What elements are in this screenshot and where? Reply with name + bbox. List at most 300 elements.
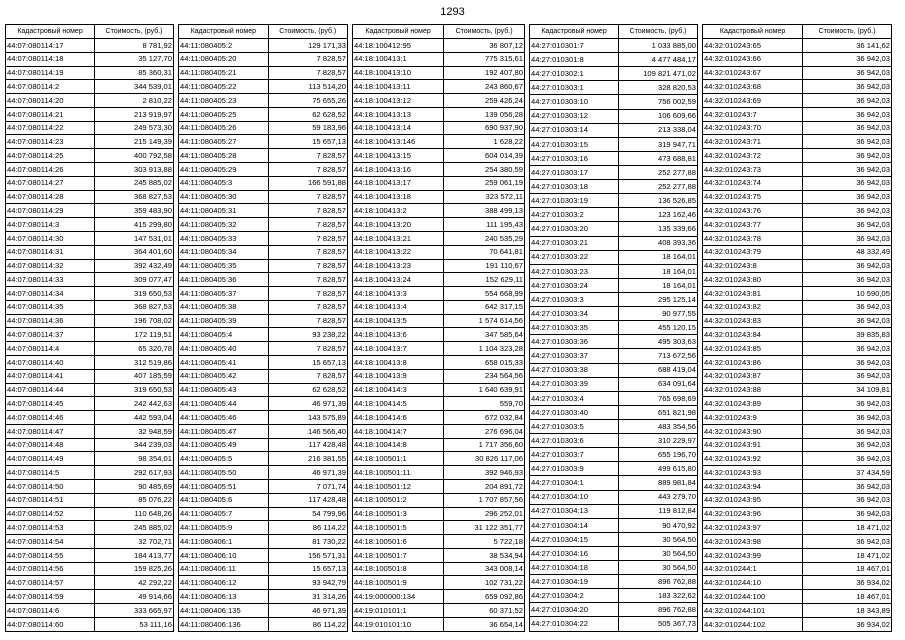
cadastral-number: 44:07:080114:20 xyxy=(6,94,95,108)
cost-value: 765 698,69 xyxy=(619,391,698,405)
table-row xyxy=(6,548,174,562)
cost-value: 62 628,52 xyxy=(268,383,347,397)
table-row xyxy=(530,490,698,504)
cost-value: 36 942,03 xyxy=(803,493,892,507)
cost-value: 18 164,01 xyxy=(619,278,698,292)
cost-value: 18 467,01 xyxy=(803,562,892,576)
cost-value: 344 239,03 xyxy=(95,438,174,452)
cadastral-number: 44:27:010303:21 xyxy=(530,236,619,250)
cadastral-number: 44:18:100414:7 xyxy=(353,424,444,438)
table-row xyxy=(6,231,174,245)
cadastral-number: 44:11:080405:20 xyxy=(179,52,269,66)
cost-value: 36 942,03 xyxy=(803,411,892,425)
cost-value: 243 860,67 xyxy=(444,80,525,94)
cadastral-number: 44:07:080114:41 xyxy=(6,369,95,383)
cadastral-number: 44:18:100414:5 xyxy=(353,397,444,411)
cadastral-number: 44:07:080114:55 xyxy=(6,548,95,562)
cost-value: 81 730,22 xyxy=(268,535,347,549)
cost-value: 896 762,88 xyxy=(619,603,698,617)
table-row xyxy=(179,507,348,521)
cadastral-number: 44:11:080405:38 xyxy=(179,300,269,314)
table-row xyxy=(530,278,698,292)
cost-value: 90 485,69 xyxy=(95,480,174,494)
cost-value: 30 564,50 xyxy=(619,546,698,560)
cost-value: 252 277,88 xyxy=(619,165,698,179)
table-row xyxy=(703,480,892,494)
cost-value: 7 071,74 xyxy=(268,480,347,494)
cadastral-number: 44:07:080114:22 xyxy=(6,121,95,135)
cadastral-number: 44:07:080114:21 xyxy=(6,107,95,121)
table-row xyxy=(6,80,174,94)
table-row xyxy=(353,273,525,287)
table-row xyxy=(353,287,525,301)
table-row xyxy=(530,151,698,165)
cost-value: 896 762,88 xyxy=(619,575,698,589)
cadastral-number: 44:18:100413:12 xyxy=(353,94,444,108)
cadastral-number: 44:07:080114:53 xyxy=(6,521,95,535)
cadastral-number: 44:11:080405:6 xyxy=(179,493,269,507)
table-row xyxy=(179,535,348,549)
cadastral-number: 44:07:080114:23 xyxy=(6,135,95,149)
header-cadastral: Кадастровый номер xyxy=(353,25,444,39)
table-row xyxy=(703,535,892,549)
table-row xyxy=(530,504,698,518)
cost-value: 651 821,98 xyxy=(619,405,698,419)
table-row xyxy=(703,617,892,631)
cost-value: 347 585,64 xyxy=(444,328,525,342)
table-row xyxy=(6,204,174,218)
cadastral-number: 44:32:010243:92 xyxy=(703,452,803,466)
cost-value: 30 826 117,06 xyxy=(444,452,525,466)
cost-value: 249 573,30 xyxy=(95,121,174,135)
cadastral-number: 44:18:100413:20 xyxy=(353,218,444,232)
cost-value: 672 032,84 xyxy=(444,411,525,425)
cost-value: 36 942,03 xyxy=(803,66,892,80)
cadastral-number: 44:32:010243:98 xyxy=(703,535,803,549)
cadastral-number: 44:27:010304:19 xyxy=(530,575,619,589)
cost-value: 36 942,03 xyxy=(803,424,892,438)
cadastral-number: 44:27:010303:23 xyxy=(530,264,619,278)
table-row xyxy=(703,176,892,190)
cadastral-number: 44:18:100413:22 xyxy=(353,245,444,259)
cost-value: 36 942,03 xyxy=(803,355,892,369)
cost-value: 15 657,13 xyxy=(268,355,347,369)
cadastral-number: 44:32:010243:96 xyxy=(703,507,803,521)
cadastral-number: 44:27:010303:10 xyxy=(530,95,619,109)
cadastral-number: 44:27:010301:7 xyxy=(530,39,619,53)
cadastral-number: 44:19:010101:1 xyxy=(353,604,444,618)
table-row xyxy=(530,137,698,151)
table-row xyxy=(179,176,348,190)
table-row xyxy=(179,204,348,218)
cadastral-number: 44:11:080406:11 xyxy=(179,562,269,576)
cost-value: 93 942,79 xyxy=(268,576,347,590)
cadastral-number: 44:07:080114:35 xyxy=(6,300,95,314)
table-row xyxy=(530,109,698,123)
header-cadastral: Кадастровый номер xyxy=(179,25,269,39)
cadastral-number: 44:11:080406:136 xyxy=(179,617,269,631)
cost-value: 65 320,78 xyxy=(95,342,174,356)
cadastral-number: 44:07:080114:54 xyxy=(6,535,95,549)
cadastral-number: 44:32:010243:78 xyxy=(703,231,803,245)
cadastral-number: 44:18:100413:11 xyxy=(353,80,444,94)
cost-value: 183 322,62 xyxy=(619,589,698,603)
cadastral-number: 44:27:010303:40 xyxy=(530,405,619,419)
cadastral-number: 44:11:080405:22 xyxy=(179,80,269,94)
cost-value: 36 942,03 xyxy=(803,369,892,383)
table-row xyxy=(530,575,698,589)
cadastral-number: 44:32:010243:77 xyxy=(703,218,803,232)
table-row xyxy=(703,52,892,66)
cost-value: 7 828,57 xyxy=(268,273,347,287)
table-row xyxy=(179,328,348,342)
cost-value: 159 825,26 xyxy=(95,562,174,576)
cost-value: 156 571,31 xyxy=(268,548,347,562)
cadastral-number: 44:11:080405:40 xyxy=(179,342,269,356)
cadastral-number: 44:27:010303:36 xyxy=(530,335,619,349)
table-row xyxy=(703,300,892,314)
table-row xyxy=(530,476,698,490)
cadastral-number: 44:18:100412:95 xyxy=(353,39,444,53)
table-row xyxy=(703,259,892,273)
cadastral-number: 44:32:010243:71 xyxy=(703,135,803,149)
cadastral-number: 44:27:010303:19 xyxy=(530,194,619,208)
cost-value: 36 942,03 xyxy=(803,94,892,108)
cadastral-number: 44:11:080405:9 xyxy=(179,521,269,535)
table-row xyxy=(6,452,174,466)
cost-value: 36 934,02 xyxy=(803,617,892,631)
table-row xyxy=(6,369,174,383)
cadastral-number: 44:07:080114:29 xyxy=(6,204,95,218)
cost-value: 323 572,11 xyxy=(444,190,525,204)
cadastral-number: 44:07:080114:48 xyxy=(6,438,95,452)
cadastral-number: 44:27:010304:15 xyxy=(530,532,619,546)
cadastral-number: 44:18:100413:2 xyxy=(353,204,444,218)
cost-value: 443 279,70 xyxy=(619,490,698,504)
table-row xyxy=(179,480,348,494)
cost-value: 46 971,39 xyxy=(268,604,347,618)
cadastral-number: 44:07:080114:3 xyxy=(6,218,95,232)
cadastral-number: 44:07:080114:27 xyxy=(6,176,95,190)
table-row xyxy=(179,383,348,397)
table-row xyxy=(179,259,348,273)
cadastral-number: 44:11:080405:46 xyxy=(179,411,269,425)
cost-table-1 xyxy=(5,24,174,632)
cadastral-number: 44:11:080405:29 xyxy=(179,163,269,177)
table-row xyxy=(6,562,174,576)
cadastral-number: 44:27:010304:1 xyxy=(530,476,619,490)
cadastral-number: 44:07:080114:19 xyxy=(6,66,95,80)
cost-value: 36 942,03 xyxy=(803,342,892,356)
cost-value: 276 696,04 xyxy=(444,424,525,438)
cadastral-number: 44:11:080405:7 xyxy=(179,507,269,521)
cost-value: 196 708,02 xyxy=(95,314,174,328)
cadastral-number: 44:11:080405:3 xyxy=(179,176,269,190)
cost-value: 90 977,55 xyxy=(619,307,698,321)
cost-value: 36 942,03 xyxy=(803,190,892,204)
cost-value: 36 942,03 xyxy=(803,176,892,190)
cadastral-number: 44:27:010303:6 xyxy=(530,434,619,448)
cost-value: 15 657,13 xyxy=(268,562,347,576)
cadastral-number: 44:32:010243:90 xyxy=(703,424,803,438)
cadastral-number: 44:07:080114:18 xyxy=(6,52,95,66)
table-row xyxy=(6,176,174,190)
header-cost: Стоимость, (руб.) xyxy=(619,25,698,39)
cost-value: 90 470,92 xyxy=(619,518,698,532)
table-row xyxy=(353,507,525,521)
table-row xyxy=(703,383,892,397)
cost-value: 37 434,59 xyxy=(803,466,892,480)
table-row xyxy=(703,604,892,618)
table-row xyxy=(353,66,525,80)
cost-value: 319 947,71 xyxy=(619,137,698,151)
table-row xyxy=(353,452,525,466)
cost-value: 204 891,72 xyxy=(444,480,525,494)
cadastral-number: 44:27:010304:10 xyxy=(530,490,619,504)
cadastral-number: 44:07:080114:17 xyxy=(6,39,95,53)
cadastral-number: 44:32:010243:73 xyxy=(703,163,803,177)
table-row xyxy=(353,190,525,204)
table-row xyxy=(353,52,525,66)
cost-value: 62 628,52 xyxy=(268,107,347,121)
table-row xyxy=(179,273,348,287)
cost-value: 36 942,03 xyxy=(803,149,892,163)
cost-value: 49 914,66 xyxy=(95,590,174,604)
cost-value: 495 303,63 xyxy=(619,335,698,349)
cost-value: 117 428,48 xyxy=(268,438,347,452)
table-row xyxy=(530,194,698,208)
table-row xyxy=(530,603,698,617)
cost-value: 34 109,81 xyxy=(803,383,892,397)
table-row xyxy=(530,419,698,433)
cost-value: 109 821 471,02 xyxy=(619,67,698,81)
table-row xyxy=(179,135,348,149)
table-row xyxy=(530,53,698,67)
cadastral-number: 44:27:010303:20 xyxy=(530,222,619,236)
cost-value: 85 076,22 xyxy=(95,493,174,507)
cadastral-number: 44:11:080405:32 xyxy=(179,218,269,232)
cost-value: 36 942,03 xyxy=(803,259,892,273)
cost-value: 93 238,22 xyxy=(268,328,347,342)
table-row xyxy=(6,218,174,232)
table-row xyxy=(703,411,892,425)
cadastral-number: 44:18:100413:24 xyxy=(353,273,444,287)
cadastral-number: 44:27:010303:35 xyxy=(530,321,619,335)
table-row xyxy=(6,66,174,80)
cadastral-number: 44:07:080114:34 xyxy=(6,287,95,301)
table-row xyxy=(353,121,525,135)
table-row xyxy=(530,546,698,560)
cost-value: 2 810,22 xyxy=(95,94,174,108)
table-row xyxy=(353,204,525,218)
cadastral-number: 44:32:010243:72 xyxy=(703,149,803,163)
table-row xyxy=(530,95,698,109)
table-row xyxy=(530,335,698,349)
cadastral-number: 44:27:010303:15 xyxy=(530,137,619,151)
cost-value: 42 292,22 xyxy=(95,576,174,590)
cadastral-number: 44:32:010243:84 xyxy=(703,328,803,342)
cost-value: 36 942,03 xyxy=(803,300,892,314)
cost-value: 604 014,39 xyxy=(444,149,525,163)
cost-value: 36 942,03 xyxy=(803,80,892,94)
cost-value: 119 812,84 xyxy=(619,504,698,518)
cadastral-number: 44:07:080114:60 xyxy=(6,617,95,631)
table-row xyxy=(530,462,698,476)
table-row xyxy=(353,176,525,190)
cost-value: 36 141,62 xyxy=(803,39,892,53)
table-row xyxy=(353,369,525,383)
cadastral-number: 44:32:010243:85 xyxy=(703,342,803,356)
cadastral-number: 44:18:100501:3 xyxy=(353,507,444,521)
cadastral-number: 44:11:080406:12 xyxy=(179,576,269,590)
cost-value: 36 942,03 xyxy=(803,314,892,328)
table-row xyxy=(530,39,698,53)
table-row xyxy=(179,245,348,259)
cadastral-number: 44:07:080114:51 xyxy=(6,493,95,507)
table-row xyxy=(703,590,892,604)
table-row xyxy=(179,314,348,328)
cost-value: 392 946,93 xyxy=(444,466,525,480)
table-row xyxy=(179,576,348,590)
cadastral-number: 44:07:080114:37 xyxy=(6,328,95,342)
cadastral-number: 44:07:080114:30 xyxy=(6,231,95,245)
table-row xyxy=(703,231,892,245)
cost-value: 136 526,85 xyxy=(619,194,698,208)
cost-value: 35 127,70 xyxy=(95,52,174,66)
cadastral-number: 44:11:080405:50 xyxy=(179,466,269,480)
table-row xyxy=(179,287,348,301)
cost-value: 1 717 356,60 xyxy=(444,438,525,452)
cadastral-number: 44:19:000000:134 xyxy=(353,590,444,604)
cost-value: 7 828,57 xyxy=(268,204,347,218)
cost-value: 7 828,57 xyxy=(268,149,347,163)
table-row xyxy=(703,576,892,590)
cost-value: 36 942,03 xyxy=(803,231,892,245)
table-row xyxy=(179,604,348,618)
table-row xyxy=(6,245,174,259)
cadastral-number: 44:32:010243:89 xyxy=(703,397,803,411)
cadastral-number: 44:11:080405:2 xyxy=(179,39,269,53)
cost-value: 53 111,16 xyxy=(95,617,174,631)
table-row xyxy=(353,328,525,342)
table-row xyxy=(6,424,174,438)
table-row xyxy=(179,218,348,232)
table-row xyxy=(353,94,525,108)
cadastral-number: 44:11:080405:39 xyxy=(179,314,269,328)
cost-value: 333 665,97 xyxy=(95,604,174,618)
cadastral-number: 44:18:100414:3 xyxy=(353,383,444,397)
cadastral-number: 44:18:100413:6 xyxy=(353,328,444,342)
table-row xyxy=(703,39,892,53)
table-row xyxy=(179,369,348,383)
cadastral-number: 44:18:100414:6 xyxy=(353,411,444,425)
cost-value: 32 948,59 xyxy=(95,424,174,438)
cost-value: 368 827,53 xyxy=(95,300,174,314)
table-row xyxy=(703,80,892,94)
cadastral-number: 44:11:080405:35 xyxy=(179,259,269,273)
table-row xyxy=(353,493,525,507)
cost-value: 4 477 484,17 xyxy=(619,53,698,67)
table-row xyxy=(530,391,698,405)
table-row xyxy=(530,123,698,137)
cost-value: 889 981,84 xyxy=(619,476,698,490)
table-row xyxy=(703,355,892,369)
cost-value: 18 471,02 xyxy=(803,521,892,535)
table-row xyxy=(6,300,174,314)
cadastral-number: 44:27:010303:37 xyxy=(530,349,619,363)
table-row xyxy=(530,518,698,532)
table-row xyxy=(703,328,892,342)
cost-value: 1 707 857,56 xyxy=(444,493,525,507)
page-number: 1293 xyxy=(440,6,465,18)
table-row xyxy=(6,535,174,549)
cost-table-3 xyxy=(352,24,525,632)
cadastral-number: 44:18:100501:8 xyxy=(353,562,444,576)
cost-value: 344 539,01 xyxy=(95,80,174,94)
cost-value: 7 828,57 xyxy=(268,52,347,66)
cadastral-number: 44:18:100414:8 xyxy=(353,438,444,452)
cost-value: 30 564,50 xyxy=(619,561,698,575)
cadastral-number: 44:27:010304:16 xyxy=(530,546,619,560)
table-row xyxy=(179,52,348,66)
cadastral-number: 44:07:080114:57 xyxy=(6,576,95,590)
cost-value: 36 807,12 xyxy=(444,39,525,53)
cadastral-number: 44:11:080405:27 xyxy=(179,135,269,149)
table-row xyxy=(6,39,174,53)
cadastral-number: 44:11:080405:47 xyxy=(179,424,269,438)
table-row xyxy=(530,589,698,603)
cadastral-number: 44:32:010243:74 xyxy=(703,176,803,190)
cost-tables xyxy=(5,24,900,632)
cadastral-number: 44:27:010303:4 xyxy=(530,391,619,405)
cost-value: 1 033 885,00 xyxy=(619,39,698,53)
cadastral-number: 44:32:010243:83 xyxy=(703,314,803,328)
cost-value: 86 114,22 xyxy=(268,617,347,631)
table-row xyxy=(6,52,174,66)
table-row xyxy=(530,561,698,575)
table-row xyxy=(703,163,892,177)
cost-value: 18 467,01 xyxy=(803,590,892,604)
table-row xyxy=(179,562,348,576)
cost-value: 319 650,53 xyxy=(95,287,174,301)
cadastral-number: 44:27:010304:18 xyxy=(530,561,619,575)
table-row xyxy=(530,377,698,391)
cost-value: 392 432,49 xyxy=(95,259,174,273)
table-row xyxy=(179,438,348,452)
cost-value: 400 792,58 xyxy=(95,149,174,163)
cost-value: 319 650,53 xyxy=(95,383,174,397)
table-row xyxy=(703,190,892,204)
cadastral-number: 44:32:010243:81 xyxy=(703,287,803,301)
table-row xyxy=(6,355,174,369)
cadastral-number: 44:19:010101:10 xyxy=(353,617,444,631)
cost-value: 36 942,03 xyxy=(803,397,892,411)
cost-value: 216 381,55 xyxy=(268,452,347,466)
table-row xyxy=(179,66,348,80)
table-row xyxy=(179,521,348,535)
cost-value: 407 185,59 xyxy=(95,369,174,383)
table-row xyxy=(703,314,892,328)
cadastral-number: 44:32:010243:91 xyxy=(703,438,803,452)
table-row xyxy=(703,562,892,576)
cadastral-number: 44:32:010243:79 xyxy=(703,245,803,259)
table-row xyxy=(6,273,174,287)
table-row xyxy=(179,163,348,177)
cadastral-number: 44:11:080405:25 xyxy=(179,107,269,121)
cost-table-2 xyxy=(178,24,348,632)
cadastral-number: 44:18:100501:11 xyxy=(353,466,444,480)
cost-value: 559,70 xyxy=(444,397,525,411)
